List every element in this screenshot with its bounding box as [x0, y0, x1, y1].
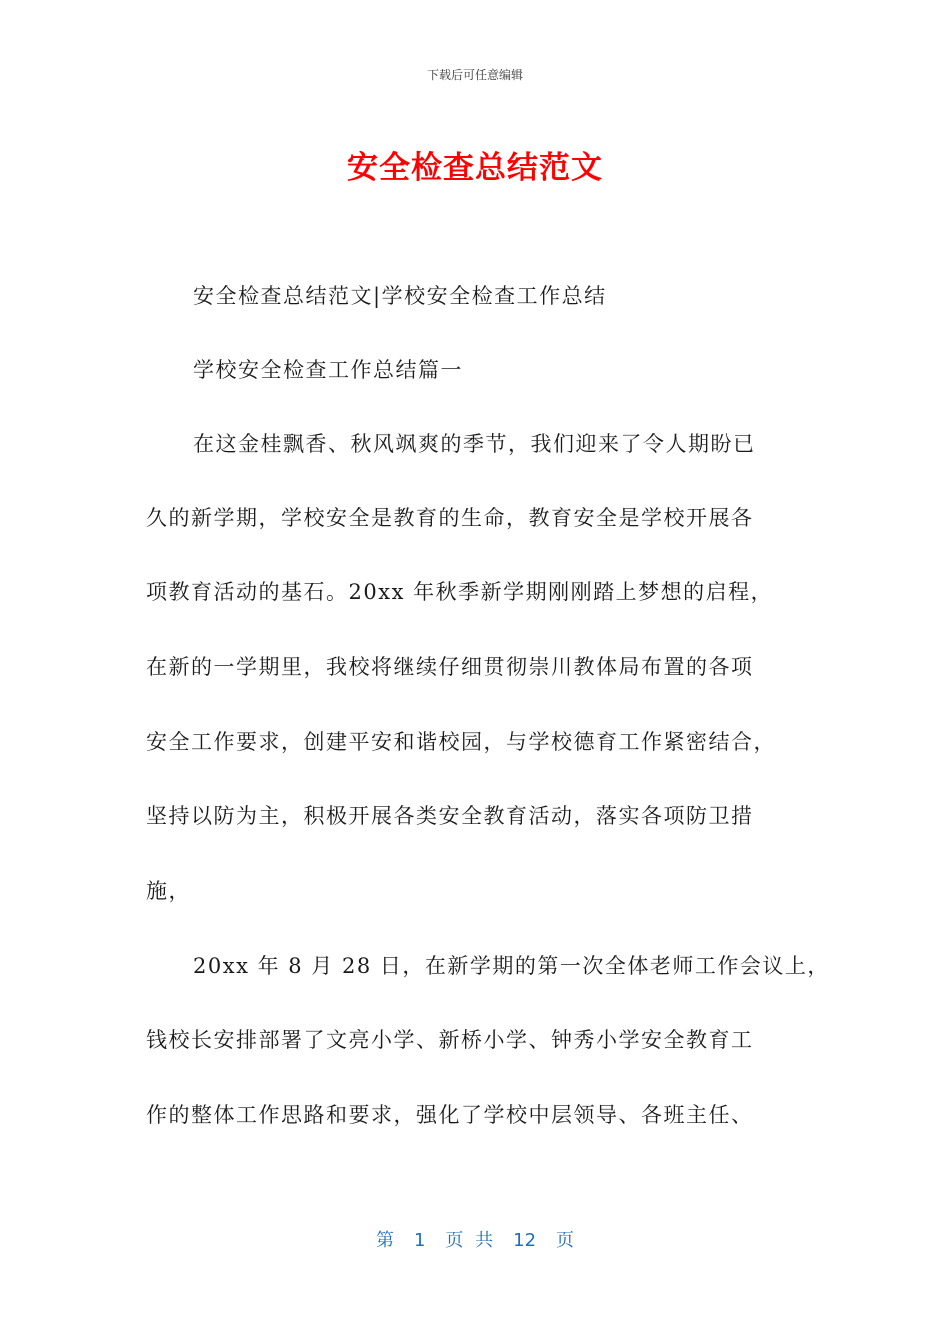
paragraph-line: 20xx 年 8 月 28 日，在新学期的第一次全体老师工作会议上， [193, 954, 830, 978]
footer-prefix: 第 [375, 1230, 394, 1251]
footer-current-page: 1 [413, 1230, 426, 1251]
header-note: 下载后可任意编辑 [426, 68, 523, 82]
paragraph-line: 安全工作要求，创建平安和谐校园，与学校德育工作紧密结合， [146, 730, 776, 754]
paragraph-line: 施， [146, 879, 191, 903]
paragraph-line: 作的整体工作思路和要求，强化了学校中层领导、各班主任、 [146, 1103, 754, 1127]
paragraph-line: 久的新学期，学校安全是教育的生命，教育安全是学校开展各 [146, 506, 754, 530]
subtitle-line: 安全检查总结范文|学校安全检查工作总结 [193, 284, 607, 308]
section-heading: 学校安全检查工作总结篇一 [193, 358, 463, 382]
paragraph-line: 在这金桂飘香、秋风飒爽的季节，我们迎来了令人期盼已 [193, 432, 756, 456]
footer-total-pages: 12 [513, 1230, 537, 1251]
paragraph-line: 在新的一学期里，我校将继续仔细贯彻崇川教体局布置的各项 [146, 655, 754, 679]
paragraph-line: 坚持以防为主，积极开展各类安全教育活动，落实各项防卫措 [146, 804, 754, 828]
footer-suffix: 页 [556, 1230, 575, 1251]
page-footer [0, 1226, 950, 1252]
paragraph-line: 项教育活动的基石。20xx 年秋季新学期刚刚踏上梦想的启程， [146, 580, 774, 604]
document-title: 安全检查总结范文 [347, 150, 603, 186]
footer-middle: 页 共 [445, 1230, 494, 1251]
paragraph-line: 钱校长安排部署了文亮小学、新桥小学、钟秀小学安全教育工 [146, 1028, 754, 1052]
